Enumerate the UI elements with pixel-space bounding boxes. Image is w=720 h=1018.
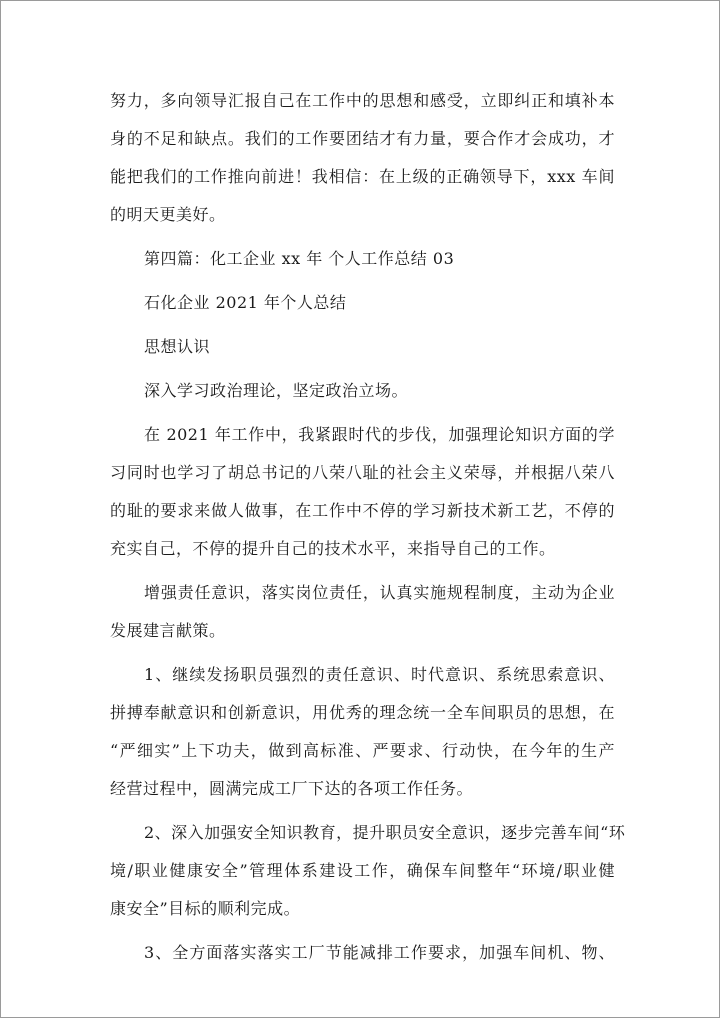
section-heading: 第四篇：化工企业 xx 年 个人工作总结 03: [144, 249, 455, 268]
document-subtitle: 石化企业 2021 年个人总结: [144, 293, 347, 312]
text-line: 努力，多向领导汇报自己在工作中的思想和感受，立即纠正和填补本: [110, 91, 615, 110]
list-item-line: 3、全方面落实落实工厂节能减排工作要求，加强车间机、物、: [144, 943, 615, 962]
paragraph-line: 在 2021 年工作中，我紧跟时代的步伐，加强理论知识方面的学: [144, 425, 615, 444]
list-item-line: 经营过程中，圆满完成工厂下达的各项工作任务。: [110, 779, 474, 798]
paragraph-line: 的耻的要求来做人做事，在工作中不停的学习新技术新工艺，不停的: [110, 501, 615, 520]
document-body: [110, 82, 626, 972]
text-line: 身的不足和缺点。我们的工作要团结才有力量，要合作才会成功，才: [110, 129, 615, 148]
list-item-line: 2、深入加强安全知识教育，提升职员安全意识，逐步完善车间“环: [144, 823, 626, 842]
paragraph-line: 增强责任意识，落实岗位责任，认真实施规程制度，主动为企业: [144, 583, 615, 602]
paragraph-line: 深入学习政治理论，坚定政治立场。: [144, 381, 409, 400]
list-item-line: 拼搏奉献意识和创新意识，用优秀的理念统一全车间职员的思想，在: [110, 703, 615, 722]
text-line: 能把我们的工作推向前进！我相信：在上级的正确领导下，xxx 车间: [110, 167, 615, 186]
sub-heading: 思想认识: [144, 337, 211, 356]
list-item-line: 1、继续发扬职员强烈的责任意识、时代意识、系统思索意识、: [144, 665, 615, 684]
paragraph-line: 发展建言献策。: [110, 621, 226, 640]
paragraph-line: 习同时也学习了胡总书记的八荣八耻的社会主义荣辱，并根据八荣八: [110, 463, 615, 482]
paragraph-line: 充实自己，不停的提升自己的技术水平，来指导自己的工作。: [110, 539, 556, 558]
list-item-line: 境/职业健康安全”管理体系建设工作，确保车间整年“环境/职业健: [110, 861, 615, 880]
text-line: 的明天更美好。: [110, 205, 226, 224]
list-item-line: “严细实”上下功夫，做到高标准、严要求、行动快，在今年的生产: [110, 741, 615, 760]
list-item-line: 康安全”目标的顺利完成。: [110, 899, 301, 918]
